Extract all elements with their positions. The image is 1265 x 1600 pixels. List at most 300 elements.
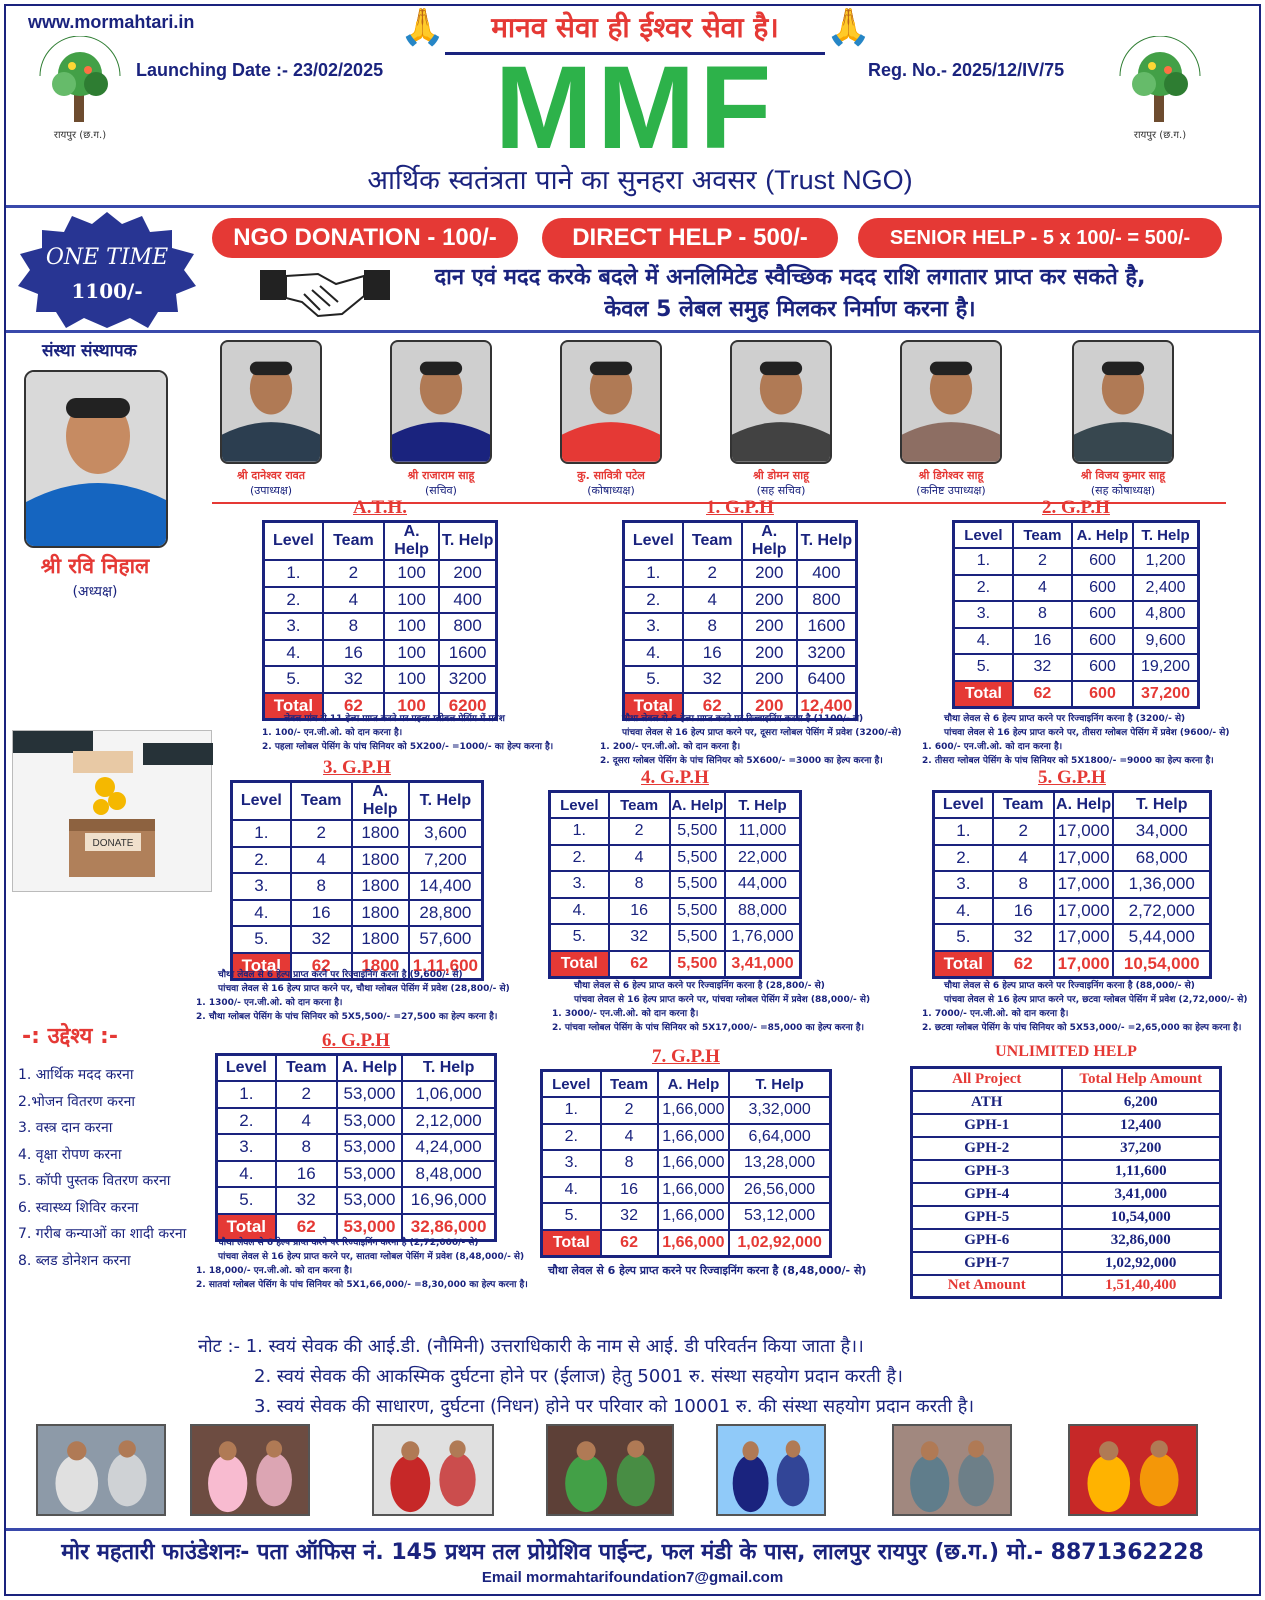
promo-line-1: दान एवं मदद करके बदले में अनलिमिटेड स्वैच्छिक मदद राशि लगातार प्राप्त कर सकते है,	[434, 265, 1146, 290]
total-cell: 62	[1013, 681, 1072, 708]
table-cell: 4	[609, 845, 670, 872]
plan-note: 2. तीसरा ग्लोबल पेसिंग के पांच सिनियर को 5X1800/- =9000 का हेल्प करना है।	[922, 756, 1214, 766]
project-amount: 37,200	[1062, 1137, 1221, 1160]
table-cell: 8	[323, 613, 384, 640]
table-cell: 2	[993, 818, 1054, 845]
table-row	[264, 560, 497, 587]
table-cell: 16	[291, 900, 352, 927]
table-cell: 1600	[797, 613, 857, 640]
table-cell: 34,000	[1113, 818, 1210, 845]
svg-text:रायपुर (छ.ग.): रायपुर (छ.ग.)	[53, 130, 107, 141]
table-cell: 4.	[624, 640, 683, 667]
table-cell: 3.	[954, 601, 1013, 628]
one-time-amount: 1100/-	[71, 279, 143, 303]
table-row	[934, 871, 1211, 898]
member-photo	[730, 340, 832, 464]
total-cell: 6200	[439, 693, 496, 720]
plan-note: 1. 200/- एन.जी.ओ. को दान करना है।	[600, 742, 741, 752]
plan-notes-gph-3	[196, 968, 510, 1024]
project-name: ATH	[912, 1091, 1062, 1114]
table-cell: 68,000	[1113, 845, 1210, 872]
promo-text	[320, 262, 1260, 326]
total-cell: 600	[1072, 681, 1133, 708]
member-photo	[560, 340, 662, 464]
column-header: T. Help	[725, 792, 801, 819]
member-card	[390, 340, 492, 498]
total-cell: 5,500	[670, 951, 725, 978]
member-role: (कोषाध्यक्ष)	[587, 484, 635, 497]
table-cell: 53,000	[337, 1187, 402, 1214]
table-cell: 1600	[439, 640, 496, 667]
total-cell: 200	[742, 693, 797, 720]
donate-label: DONATE	[92, 838, 134, 849]
one-time-badge	[12, 210, 202, 330]
table-row	[954, 654, 1199, 681]
table-cell: 19,200	[1133, 654, 1199, 681]
table-cell: 4,24,000	[402, 1134, 495, 1161]
table-cell: 4	[291, 847, 352, 874]
table-cell: 5.	[550, 924, 609, 951]
table-cell: 53,000	[337, 1134, 402, 1161]
table-row	[912, 1160, 1221, 1183]
table-cell: 2	[276, 1081, 337, 1108]
plan-notes-ath	[262, 712, 553, 754]
registration-number: Reg. No.- 2025/12/IV/75	[868, 60, 1065, 80]
table-row	[264, 613, 497, 640]
table-cell: 8	[683, 613, 742, 640]
table-row	[912, 1183, 1221, 1206]
table-row	[232, 900, 483, 927]
table-cell: 1,66,000	[658, 1203, 730, 1230]
member-card	[730, 340, 832, 498]
table-cell: 100	[384, 613, 439, 640]
table-cell: 2.	[232, 847, 291, 874]
table-cell: 2	[323, 560, 384, 587]
table-cell: 32	[291, 926, 352, 953]
member-card	[1072, 340, 1174, 498]
table-row	[550, 818, 801, 845]
column-header: Level	[550, 792, 609, 819]
foundation-logo-right	[1110, 36, 1210, 146]
table-cell: 4	[276, 1108, 337, 1135]
plan-note: चौथा लेवल से 6 हेल्प प्राप्त करने पर रिज्वाइनिंग करना है (88,000/- से)	[944, 981, 1195, 991]
subtitle-hindi: आर्थिक स्वतंत्रता पाने का सुनहरा अवसर	[367, 165, 757, 196]
project-name: GPH-7	[912, 1252, 1062, 1275]
footer-address: मोर महतारी फाउंडेशनः- पता ऑफिस नं. 145 प्रथम तल प्रोग्रेशिव पाईन्ट, फल मंडी के पास, लालपुर रायपुर (छ.ग.) मो.- 8871362228	[61, 1540, 1204, 1565]
total-cell: 32,86,000	[402, 1214, 495, 1241]
plan-note: पांचवा लेवल से 16 हेल्प प्राप्त करने पर, तीसरा ग्लोबल पेसिंग में प्रवेश (9600/- से)	[944, 728, 1230, 738]
table-cell: 5.	[264, 666, 323, 693]
table-cell: 1800	[352, 900, 409, 927]
member-name: कु. सावित्री पटेल	[577, 469, 645, 482]
table-cell: 600	[1072, 601, 1133, 628]
plan-table-gph-4	[548, 790, 802, 979]
table-cell: 3200	[797, 640, 857, 667]
table-cell: 1,66,000	[658, 1097, 730, 1124]
project-name: GPH-3	[912, 1160, 1062, 1183]
table-cell: 6,64,000	[729, 1124, 830, 1151]
column-header: All Project	[912, 1068, 1062, 1091]
note-line: 2. स्वयं सेवक की आकस्मिक दुर्घटना होने पर (ईलाज) हेतु 5001 रु. संस्था सहयोग प्रदान करती है।	[254, 1366, 903, 1387]
table-cell: 53,000	[337, 1081, 402, 1108]
table-cell: 8	[276, 1134, 337, 1161]
table-row	[912, 1252, 1221, 1275]
table-cell: 3.	[217, 1134, 276, 1161]
table-header-row	[954, 522, 1199, 549]
total-cell: 17,000	[1054, 951, 1114, 978]
column-header: Total Help Amount	[1062, 1068, 1221, 1091]
divider	[6, 330, 1259, 333]
brand-logo: MMF	[494, 42, 776, 174]
table-cell: 3.	[264, 613, 323, 640]
table-cell: 32	[276, 1187, 337, 1214]
table-cell: 5,500	[670, 845, 725, 872]
plan-note: 1. 100/- एन.जी.ओ. को दान करना है।	[262, 728, 403, 738]
member-name: श्री डिगेश्वर साहू	[918, 469, 984, 482]
total-cell: 100	[384, 693, 439, 720]
member-name: श्री डोमन साहू	[753, 469, 809, 482]
table-cell: 32	[323, 666, 384, 693]
table-cell: 4.	[264, 640, 323, 667]
column-header: T. Help	[402, 1055, 495, 1082]
total-cell: 12,400	[797, 693, 857, 720]
net-amount-row	[912, 1275, 1221, 1298]
column-header: Team	[993, 792, 1054, 819]
table-row	[550, 924, 801, 951]
table-cell: 8,48,000	[402, 1161, 495, 1188]
total-cell: Total	[934, 951, 993, 978]
plan-note: 2. सातवां ग्लोबल पेसिंग के पांच सिनियर को 5X1,66,000/- =8,30,000 का हेल्प करना है।	[196, 1280, 528, 1290]
project-name: GPH-4	[912, 1183, 1062, 1206]
table-header-row	[542, 1071, 831, 1098]
column-header: A. Help	[384, 522, 439, 561]
column-header: A. Help	[742, 522, 797, 561]
slogan: मानव सेवा ही ईश्वर सेवा है।	[445, 8, 825, 55]
table-row	[934, 898, 1211, 925]
table-cell: 5.	[217, 1187, 276, 1214]
total-cell: 62	[291, 953, 352, 980]
table-cell: 1800	[352, 873, 409, 900]
member-card	[900, 340, 1002, 498]
table-row	[217, 1187, 496, 1214]
table-row	[954, 548, 1199, 575]
table-cell: 200	[742, 613, 797, 640]
website-url[interactable]: www.mormahtari.in	[28, 12, 195, 32]
column-header: Team	[1013, 522, 1072, 549]
column-header: Level	[232, 782, 291, 821]
footer-email[interactable]: Email mormahtarifoundation7@gmail.com	[481, 1569, 784, 1586]
table-cell: 16	[993, 898, 1054, 925]
plan-note: 1. 3000/- एन.जी.ओ. को दान करना है।	[552, 1009, 699, 1019]
table-cell: 600	[1072, 548, 1133, 575]
column-header: Level	[954, 522, 1013, 549]
total-cell: 62	[683, 693, 742, 720]
table-cell: 17,000	[1054, 871, 1114, 898]
table-cell: 2	[291, 820, 352, 847]
table-cell: 16,96,000	[402, 1187, 495, 1214]
launching-date: Launching Date :- 23/02/2025	[136, 60, 384, 80]
plan-notes-gph-4	[552, 979, 870, 1035]
table-row	[954, 601, 1199, 628]
table-cell: 3.	[542, 1150, 601, 1177]
table-cell: 100	[384, 560, 439, 587]
table-cell: 3.	[232, 873, 291, 900]
plan-note: 2. छटवा ग्लोबल पेसिंग के पांच सिनियर को 5X53,000/- =2,65,000 का हेल्प करना है।	[922, 1023, 1242, 1033]
column-header: Team	[323, 522, 384, 561]
table-cell: 1.	[954, 548, 1013, 575]
folded-hands-icon: 🙏	[826, 7, 871, 48]
table-cell: 5,500	[670, 898, 725, 925]
table-cell: 200	[742, 560, 797, 587]
table-cell: 6400	[797, 666, 857, 693]
table-header-row	[264, 522, 497, 561]
objective-item: 6. स्वास्थ्य शिविर करना	[18, 1199, 139, 1216]
member-photo	[220, 340, 322, 464]
table-cell: 53,12,000	[729, 1203, 830, 1230]
table-header-row	[624, 522, 857, 561]
table-cell: 1,36,000	[1113, 871, 1210, 898]
table-cell: 17,000	[1054, 845, 1114, 872]
total-cell: 62	[993, 951, 1054, 978]
donate-illustration	[12, 730, 212, 892]
project-name: GPH-6	[912, 1229, 1062, 1252]
table-cell: 2.	[934, 845, 993, 872]
plan-note: 1. 18,000/- एन.जी.ओ. को दान करना है।	[196, 1266, 353, 1276]
table-cell: 2,72,000	[1113, 898, 1210, 925]
table-row	[217, 1108, 496, 1135]
table-row	[264, 666, 497, 693]
table-row	[264, 587, 497, 614]
table-row	[542, 1124, 831, 1151]
table-cell: 17,000	[1054, 898, 1114, 925]
activity-photo	[546, 1424, 674, 1516]
table-cell: 5,500	[670, 924, 725, 951]
member-role: (कनिष्ट उपाध्यक्ष)	[916, 484, 986, 497]
column-header: T. Help	[409, 782, 483, 821]
activity-photo	[372, 1424, 494, 1516]
table-row	[912, 1091, 1221, 1114]
plan-title-gph-6: 6. G.P.H	[322, 1030, 390, 1051]
table-cell: 14,400	[409, 873, 483, 900]
plan-note: पांचवा लेवल से 16 हेल्प प्राप्त करने पर, चौथा ग्लोबल पेसिंग में प्रवेश (28,800/- से)	[218, 984, 510, 994]
plan-table-gph-7	[540, 1069, 832, 1258]
table-total-row	[550, 951, 801, 978]
table-cell: 100	[384, 587, 439, 614]
table-cell: 11,000	[725, 818, 801, 845]
plan-note: चौथा लेवल से 6 हेल्प प्राप्त करने पर रिज्वाइनिंग करना है (28,800/- से)	[574, 981, 825, 991]
project-name: GPH-2	[912, 1137, 1062, 1160]
table-cell: 2,12,000	[402, 1108, 495, 1135]
column-header: T. Help	[1113, 792, 1210, 819]
member-name: श्री दानेश्वर रावत	[236, 469, 306, 482]
column-header: T. Help	[797, 522, 857, 561]
total-cell: 37,200	[1133, 681, 1199, 708]
notes	[198, 1332, 974, 1422]
table-row	[542, 1177, 831, 1204]
table-cell: 5.	[934, 924, 993, 951]
table-cell: 32	[683, 666, 742, 693]
total-cell: 3,41,000	[725, 951, 801, 978]
table-total-row	[934, 951, 1211, 978]
table-row	[550, 871, 801, 898]
table-cell: 1.	[624, 560, 683, 587]
table-cell: 16	[276, 1161, 337, 1188]
total-cell: 1800	[352, 953, 409, 980]
table-cell: 53,000	[337, 1108, 402, 1135]
table-cell: 32	[601, 1203, 658, 1230]
pill-direct-help: DIRECT HELP - 500/-	[542, 218, 838, 258]
plan-table-gph-2	[952, 520, 1200, 709]
table-cell: 1,66,000	[658, 1124, 730, 1151]
table-cell: 5,500	[670, 818, 725, 845]
table-cell: 16	[609, 898, 670, 925]
member-role: (सचिव)	[425, 484, 457, 497]
table-row	[550, 845, 801, 872]
plan-title-gph-4: 4. G.P.H	[641, 767, 709, 788]
objective-item: 1. आर्थिक मदद करना	[18, 1067, 134, 1083]
table-header-row	[934, 792, 1211, 819]
objective-item: 2.भोजन वितरण करना	[18, 1093, 135, 1110]
table-cell: 600	[1072, 628, 1133, 655]
project-amount: 32,86,000	[1062, 1229, 1221, 1252]
project-amount: 1,11,600	[1062, 1160, 1221, 1183]
table-cell: 4.	[934, 898, 993, 925]
table-cell: 100	[384, 640, 439, 667]
table-cell: 2.	[954, 575, 1013, 602]
total-cell: Total	[954, 681, 1013, 708]
table-cell: 2.	[624, 587, 683, 614]
plan-notes-gph-7	[526, 1264, 866, 1278]
plan-notes-gph-5	[922, 979, 1247, 1035]
note-line: नोट :- 1. स्वयं सेवक की आई.डी. (नौमिनी) उत्तराधिकारी के नाम से आई. डी परिवर्तन किया जाता है।।	[198, 1336, 864, 1357]
column-header: Level	[934, 792, 993, 819]
objectives-title: -: उद्देश्य :-	[22, 1024, 118, 1049]
total-cell: 62	[601, 1230, 658, 1257]
table-cell: 3,600	[409, 820, 483, 847]
column-header: Team	[276, 1055, 337, 1082]
table-cell: 2.	[264, 587, 323, 614]
table-cell: 5.	[232, 926, 291, 953]
member-name: श्री विजय कुमार साहू	[1080, 469, 1166, 482]
plan-note: 2. पांचवा ग्लोबल पेसिंग के पांच सिनियर को 5X17,000/- =85,000 का हेल्प करना है।	[552, 1023, 864, 1033]
table-row	[550, 898, 801, 925]
table-cell: 1,76,000	[725, 924, 801, 951]
table-cell: 4	[601, 1124, 658, 1151]
plan-table-gph-3	[230, 780, 484, 981]
table-cell: 32	[609, 924, 670, 951]
plan-table-gph-1	[622, 520, 858, 721]
member-photo	[390, 340, 492, 464]
objective-item: 3. वस्त्र दान करना	[18, 1120, 113, 1136]
divider	[6, 205, 1259, 208]
svg-text:रायपुर (छ.ग.): रायपुर (छ.ग.)	[1133, 130, 1187, 141]
table-total-row	[542, 1230, 831, 1257]
total-cell: Total	[624, 693, 683, 720]
total-cell: Total	[550, 951, 609, 978]
table-cell: 100	[384, 666, 439, 693]
table-cell: 200	[742, 587, 797, 614]
table-cell: 5,44,000	[1113, 924, 1210, 951]
table-cell: 2	[683, 560, 742, 587]
table-cell: 8	[609, 871, 670, 898]
activity-photo	[1068, 1424, 1198, 1516]
table-cell: 3.	[934, 871, 993, 898]
plan-note: 2. पहला ग्लोबल पेसिंग के पांच सिनियर को 5X200/- =1000/- का हेल्प करना है।	[262, 742, 554, 752]
table-row	[217, 1081, 496, 1108]
table-cell: 32	[1013, 654, 1072, 681]
divider	[6, 1528, 1259, 1531]
table-row	[912, 1206, 1221, 1229]
column-header: Team	[601, 1071, 658, 1098]
promo-line-2: केवल 5 लेबल समुह मिलकर निर्माण करना है।	[604, 297, 976, 322]
total-cell: Total	[542, 1230, 601, 1257]
plan-note: चौथा लेवल से 6 हेल्प प्राप्त करने पर रिज्वाइनिंग करना है (3200/- से)	[944, 714, 1186, 724]
founder-heading: संस्था संस्थापक	[42, 341, 137, 361]
table-cell: 5.	[954, 654, 1013, 681]
plan-table-gph-6	[215, 1053, 497, 1242]
table-cell: 800	[439, 613, 496, 640]
plan-note: पांचवा लेवल से 16 हेल्प प्राप्त करने पर, सातवा ग्लोबल पेसिंग में प्रवेश (8,48,000/- से)	[218, 1252, 525, 1262]
table-cell: 2.	[550, 845, 609, 872]
table-cell: 17,000	[1054, 924, 1114, 951]
column-header: Level	[264, 522, 323, 561]
table-cell: 53,000	[337, 1161, 402, 1188]
plan-note: 1. 600/- एन.जी.ओ. को दान करना है।	[922, 742, 1063, 752]
column-header: A. Help	[670, 792, 725, 819]
table-cell: 8	[1013, 601, 1072, 628]
table-row	[912, 1114, 1221, 1137]
table-cell: 200	[742, 640, 797, 667]
table-row	[934, 845, 1211, 872]
activity-photo	[190, 1424, 310, 1516]
table-row	[934, 818, 1211, 845]
subtitle	[290, 160, 990, 197]
objective-item: 7. गरीब कन्याओं का शादी करना	[18, 1226, 187, 1242]
objectives-list	[18, 1062, 186, 1274]
plan-note: पांचवा लेवल से 16 हेल्प प्राप्त करने पर, दूसरा ग्लोबल पेसिंग में प्रवेश (3200/-से)	[622, 728, 902, 738]
table-row	[217, 1134, 496, 1161]
table-cell: 32	[993, 924, 1054, 951]
table-cell: 1800	[352, 820, 409, 847]
plan-notes-gph-6	[196, 1236, 528, 1292]
table-row	[912, 1137, 1221, 1160]
table-cell: 9,600	[1133, 628, 1199, 655]
table-cell: 13,28,000	[729, 1150, 830, 1177]
table-row	[217, 1161, 496, 1188]
table-row	[624, 613, 857, 640]
table-cell: 1.	[217, 1081, 276, 1108]
activity-photo	[36, 1424, 166, 1516]
total-cell: 62	[276, 1214, 337, 1241]
project-amount: 6,200	[1062, 1091, 1221, 1114]
table-cell: 1,66,000	[658, 1150, 730, 1177]
table-cell: 4,800	[1133, 601, 1199, 628]
table-cell: 2	[601, 1097, 658, 1124]
column-header: Team	[291, 782, 352, 821]
plan-note: 1. 1300/- एन.जी.ओ. को दान करना है।	[196, 998, 343, 1008]
note-line: 3. स्वयं सेवक की साधारण, दुर्घटना (निधन) होने पर परिवार को 10001 रु. की संस्था सहयोग प्रदान करती है।	[254, 1396, 975, 1417]
member-name: श्री राजाराम साहू	[407, 469, 475, 482]
project-amount: 12,400	[1062, 1114, 1221, 1137]
table-cell: 16	[683, 640, 742, 667]
folded-hands-icon: 🙏	[400, 7, 445, 48]
plan-note: पांचवा लेवल से 16 हेल्प प्राप्त करने पर, छटवा ग्लोबल पेसिंग में प्रवेश (2,72,000/- से)	[944, 995, 1248, 1005]
table-cell: 44,000	[725, 871, 801, 898]
table-cell: 28,800	[409, 900, 483, 927]
table-row	[264, 640, 497, 667]
plan-notes-gph-2	[922, 712, 1229, 768]
table-header-row	[912, 1068, 1221, 1091]
